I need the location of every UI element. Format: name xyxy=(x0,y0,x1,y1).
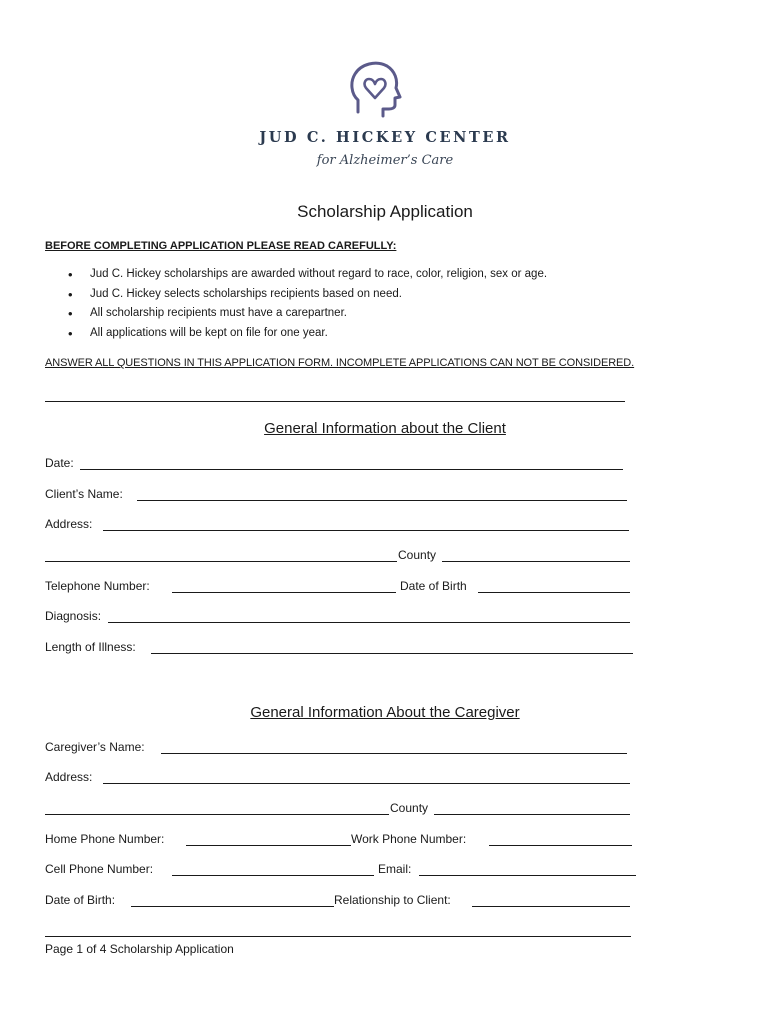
section-divider xyxy=(45,401,625,402)
email-label: Email: xyxy=(378,862,412,876)
illness-length-label: Length of Illness: xyxy=(45,640,136,654)
bullet-item: • All scholarship recipients must have a carepartner. xyxy=(68,307,547,327)
client-county-input-line[interactable] xyxy=(442,561,630,562)
caregiver-name-input-line[interactable] xyxy=(161,753,627,754)
caregiver-address-label: Address: xyxy=(45,770,93,784)
client-county-field[interactable] xyxy=(45,546,631,564)
caregiver-county-label: County xyxy=(390,801,429,815)
relationship-label: Relationship to Client: xyxy=(334,893,451,907)
client-name-input-line[interactable] xyxy=(137,500,627,501)
illness-length-field[interactable] xyxy=(45,638,635,656)
caregiver-address-input-line[interactable] xyxy=(103,783,630,784)
notice-bullet-list xyxy=(68,268,547,346)
footer-divider xyxy=(45,936,631,937)
caregiver-name-field[interactable] xyxy=(45,738,630,756)
client-address-label: Address: xyxy=(45,517,93,531)
org-name: JUD C. HICKEY CENTER xyxy=(259,129,511,146)
caregiver-address-line-2[interactable] xyxy=(45,814,389,815)
client-dob-input-line[interactable] xyxy=(478,592,630,593)
bullet-item: • All applications will be kept on file for one year. xyxy=(68,327,547,347)
caregiver-section-title: General Information About the Caregiver xyxy=(250,704,520,721)
home-phone-input-line[interactable] xyxy=(186,845,351,846)
notice-heading: BEFORE COMPLETING APPLICATION PLEASE READ CAREFULLY: xyxy=(45,240,397,252)
notice-footer: ANSWER ALL QUESTIONS IN THIS APPLICATION FORM. INCOMPLETE APPLICATIONS CAN NOT BE CONSIDERED. xyxy=(45,357,635,369)
caregiver-phones-field[interactable] xyxy=(45,830,633,848)
telephone-input-line[interactable] xyxy=(172,592,396,593)
client-section-title: General Information about the Client xyxy=(264,420,506,437)
diagnosis-input-line[interactable] xyxy=(108,622,630,623)
illness-length-input-line[interactable] xyxy=(151,653,633,654)
caregiver-county-input-line[interactable] xyxy=(434,814,630,815)
date-input-line[interactable] xyxy=(80,469,623,470)
bullet-item: • Jud C. Hickey scholarships are awarded without regard to race, color, religion, sex or age. xyxy=(68,268,547,288)
client-county-label: County xyxy=(398,548,437,562)
page-footer: Page 1 of 4 Scholarship Application xyxy=(45,942,234,956)
telephone-label: Telephone Number: xyxy=(45,579,150,593)
work-phone-input-line[interactable] xyxy=(489,845,632,846)
client-name-label: Client’s Name: xyxy=(45,487,123,501)
caregiver-cell-email-field[interactable] xyxy=(45,860,637,878)
document-title: Scholarship Application xyxy=(297,202,473,221)
email-input-line[interactable] xyxy=(419,875,636,876)
head-with-heart-icon xyxy=(348,60,402,118)
caregiver-dob-label: Date of Birth: xyxy=(45,893,116,907)
date-field[interactable] xyxy=(45,454,630,472)
client-phone-dob-field[interactable] xyxy=(45,577,631,595)
cell-phone-input-line[interactable] xyxy=(172,875,374,876)
caregiver-dob-input-line[interactable] xyxy=(131,906,334,907)
diagnosis-field[interactable] xyxy=(45,607,631,625)
date-label: Date: xyxy=(45,456,74,470)
bullet-item: • Jud C. Hickey selects scholarships recipients based on need. xyxy=(68,288,547,308)
work-phone-label: Work Phone Number: xyxy=(351,832,467,846)
diagnosis-label: Diagnosis: xyxy=(45,609,102,623)
caregiver-dob-relationship-field[interactable] xyxy=(45,891,631,909)
cell-phone-label: Cell Phone Number: xyxy=(45,862,154,876)
home-phone-label: Home Phone Number: xyxy=(45,832,165,846)
org-subtitle: for Alzheimer’s Care xyxy=(316,153,454,168)
client-address-input-line[interactable] xyxy=(103,530,629,531)
client-name-field[interactable] xyxy=(45,485,630,503)
caregiver-county-field[interactable] xyxy=(45,799,631,817)
relationship-input-line[interactable] xyxy=(472,906,630,907)
caregiver-name-label: Caregiver’s Name: xyxy=(45,740,145,754)
client-address-field[interactable] xyxy=(45,515,630,533)
caregiver-address-field[interactable] xyxy=(45,768,631,786)
client-dob-label: Date of Birth xyxy=(400,579,467,593)
client-address-line-2[interactable] xyxy=(45,561,397,562)
